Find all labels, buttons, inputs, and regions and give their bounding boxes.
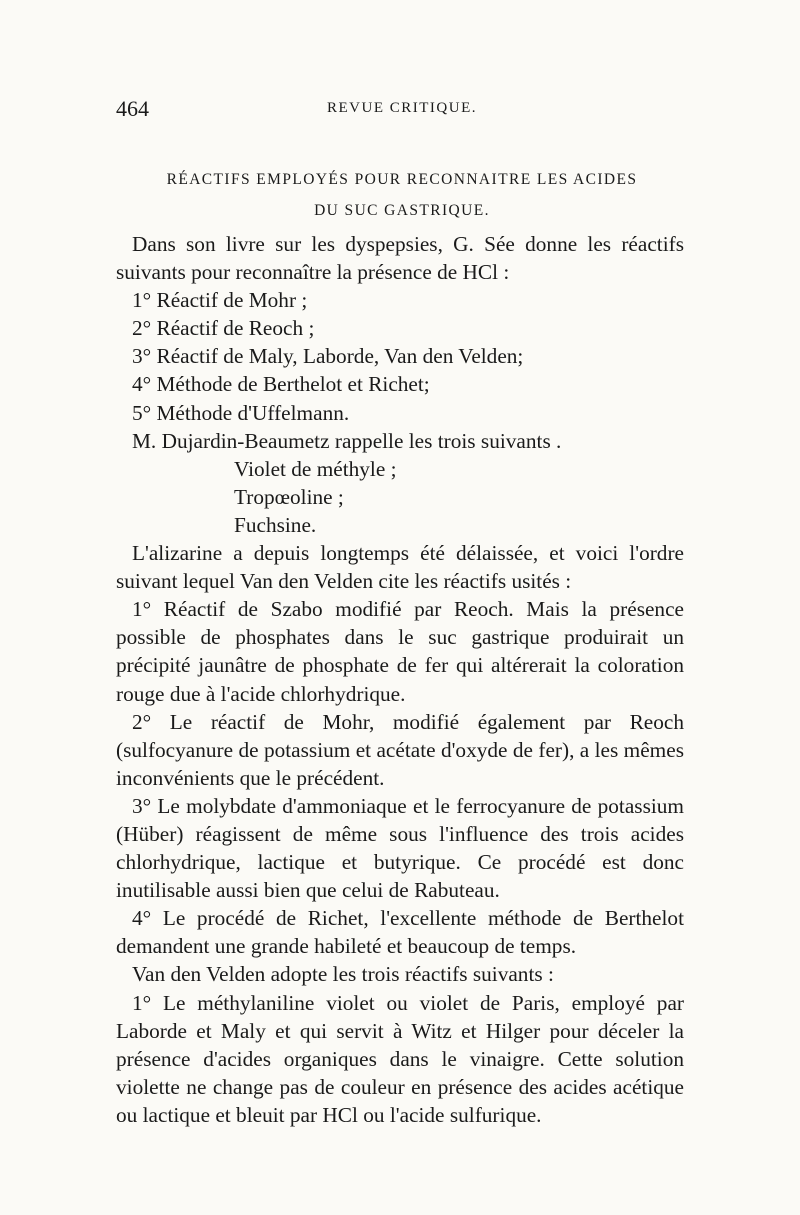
page-number: 464	[116, 96, 149, 121]
reagent-fuchsine: Fuchsine.	[234, 512, 317, 537]
alizarine-paragraph: L'alizarine a depuis longtemps été délaissée, et voici l'ordre suivant lequel Van den Velden cite les réactifs usités :	[116, 541, 684, 594]
section-title-line-2: DU SUC GASTRIQUE.	[314, 202, 490, 219]
reagent-paragraph-3: 3° Le molybdate d'ammoniaque et le ferrocyanure de potassium (Hüber) réagissent de même sous l'influence des trois acides chlorhydrique, lactique et butyrique. Ce procédé est donc inutilisable aussi bien que celui de Rabuteau.	[116, 793, 684, 903]
section-title-line-1: RÉACTIFS EMPLOYÉS POUR RECONNAITRE LES ACIDES	[166, 171, 638, 188]
running-head	[116, 96, 688, 126]
reagent-paragraph-2: 2° Le réactif de Mohr, modifié également par Reoch (sulfocyanure de potassium et acétate d'oxyde de fer), a les mêmes inconvénients que le précédent.	[116, 709, 684, 790]
reagent-paragraph-1: 1° Réactif de Szabo modifié par Reoch. Mais la présence possible de phosphates dans le suc gastrique produirait un précipité jaunâtre de phosphate de fer qui altérerait la coloration rouge due à l'acide chlorhydrique.	[116, 597, 684, 706]
van-den-velden-paragraph: Van den Velden adopte les trois réactifs suivants :	[132, 962, 554, 987]
body-text	[116, 230, 684, 1129]
see-list-item-2: 2° Réactif de Reoch ;	[132, 316, 315, 341]
intro-paragraph: Dans son livre sur les dyspepsies, G. Sée donne les réactifs suivants pour reconnaître la présence de HCl :	[116, 232, 684, 285]
see-list-item-3: 3° Réactif de Maly, Laborde, Van den Velden;	[132, 344, 524, 369]
see-list-item-5: 5° Méthode d'Uffelmann.	[132, 400, 350, 425]
dujardin-paragraph: M. Dujardin-Beaumetz rappelle les trois suivants .	[132, 428, 562, 453]
reagent-paragraph-4: 4° Le procédé de Richet, l'excellente méthode de Berthelot demandent une grande habileté et beaucoup de temps.	[116, 906, 684, 959]
reagent-tropoeoline: Tropœoline ;	[234, 484, 344, 509]
see-list-item-4: 4° Méthode de Berthelot et Richet;	[132, 372, 430, 397]
see-list-item-1: 1° Réactif de Mohr ;	[132, 288, 308, 313]
running-title: REVUE CRITIQUE.	[327, 100, 477, 116]
van-den-velden-item-1: 1° Le méthylaniline violet ou violet de Paris, employé par Laborde et Maly et qui servit à Witz et Hilger pour déceler la présence d'acides organiques dans le vinaigre. Cette solution violette ne change pas de couleur en présence des acides acétique ou lactique et bleuit par HCl ou l'acide sulfurique.	[116, 990, 684, 1127]
reagent-violet: Violet de méthyle ;	[234, 456, 397, 481]
section-title	[116, 164, 688, 226]
